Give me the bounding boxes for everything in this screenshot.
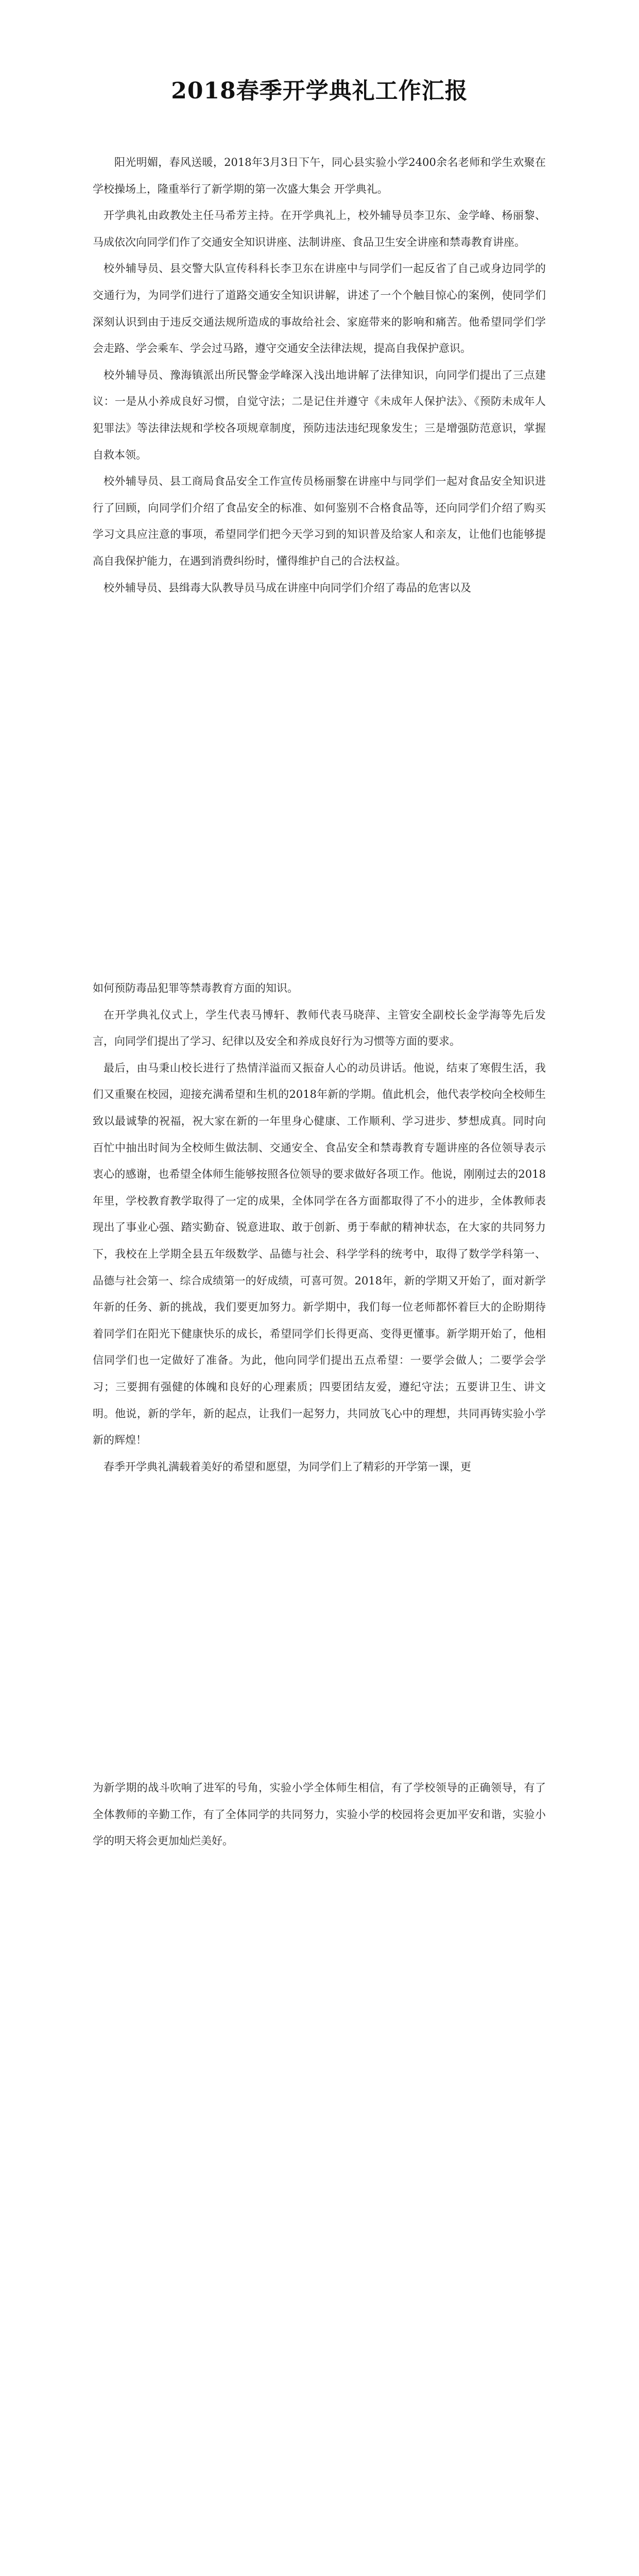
paragraph: 开学典礼由政教处主任马希芳主持。在开学典礼上，校外辅导员李卫东、金学峰、杨丽黎、马成依次向同学们作了交通安全知识讲座、法制讲座、食品卫生安全讲座和禁毒教育讲座。	[93, 209, 546, 248]
paragraph: 校外辅导员、县工商局食品安全工作宣传员杨丽黎在讲座中与同学们一起对食品安全知识进行了回顾，向同学们介绍了食品安全的标准、如何鉴别不合格食品等，还向同学们介绍了购买学习文具应注意的事项，希望同学们把今天学习到的知识普及给家人和亲友，让他们也能够提高自我保护能力，在遇到消费纠纷时，懂得维护自己的合法权益。	[93, 475, 546, 567]
paragraph: 春季开学典礼满载着美好的希望和愿望，为同学们上了精彩的开学第一课，更	[103, 1460, 471, 1473]
paragraph: 校外辅导员、县交警大队宣传科科长李卫东在讲座中与同学们一起反省了自己或身边同学的交通行为，为同学们进行了道路交通安全知识讲解，讲述了一个个触目惊心的案例，使同学们深刻认识到由于违反交通法规所造成的事故给社会、家庭带来的影响和痛苦。他希望同学们学会走路、学会乘车、学会过马路，遵守交通安全法律法规，提高自我保护意识。	[93, 262, 546, 355]
document-title: 2018春季开学典礼工作汇报	[171, 78, 468, 104]
paragraph: 校外辅导员、豫海镇派出所民警金学峰深入浅出地讲解了法律知识，向同学们提出了三点建议：一是从小养成良好习惯，自觉守法；二是记住并遵守《未成年人保护法》、《预防未成年人犯罪法》等法律法规和学校各项规章制度，预防违法违纪现象发生；三是增强防范意识，掌握自救本领。	[93, 368, 546, 461]
paragraph: 如何预防毒品犯罪等禁毒教育方面的知识。	[93, 982, 298, 994]
text-block-1	[93, 149, 546, 601]
paragraph: 校外辅导员、县缉毒大队教导员马成在讲座中向同学们介绍了毒品的危害以及	[103, 581, 471, 594]
paragraph: 阳光明媚，春风送暖，2018年3月3日下午，同心县实验小学2400余名老师和学生欢聚在学校操场上，隆重举行了新学期的第一次盛大集会 开学典礼。	[93, 156, 546, 195]
paragraph: 最后，由马秉山校长进行了热情洋溢而又振奋人心的动员讲话。他说，结束了寒假生活，我们又重聚在校园，迎接充满希望和生机的2018年新的学期。值此机会，他代表学校向全校师生致以最诚挚的祝福，祝大家在新的一年里身心健康、工作顺利、学习进步、梦想成真。同时向百忙中抽出时间为全校师生做法制、交通安全、食品安全和禁毒教育专题讲座的各位领导表示衷心的感谢，也希望全体师生能够按照各位领导的要求做好各项工作。他说，刚刚过去的2018年里，学校教育教学取得了一定的成果，全体同学在各方面都取得了不小的进步，全体教师表现出了事业心强、踏实勤奋、锐意进取、敢于创新、勇于奉献的精神状态，在大家的共同努力下，我校在上学期全县五年级数学、品德与社会、科学学科的统考中，取得了数学学科第一、品德与社会第一、综合成绩第一的好成绩，可喜可贺。2018年，新的学期又开始了，面对新学年新的任务、新的挑战，我们要更加努力。新学期中，我们每一位老师都怀着巨大的企盼期待着同学们在阳光下健康快乐的成长，希望同学们长得更高、变得更懂事。新学期开始了，他相信同学们也一定做好了准备。为此，他向同学们提出五点希望：一要学会做人；二要学会学习；三要拥有强健的体魄和良好的心理素质；四要团结友爱，遵纪守法；五要讲卫生、讲文明。他说，新的学年，新的起点，让我们一起努力，共同放飞心中的理想，共同再铸实验小学新的辉煌！	[93, 1061, 546, 1447]
text-block-3	[93, 1775, 546, 1855]
paragraph: 在开学典礼仪式上，学生代表马博轩、教师代表马晓萍、主管安全副校长金学海等先后发言，向同学们提出了学习、纪律以及安全和养成良好行为习惯等方面的要求。	[93, 1008, 546, 1048]
paragraph: 为新学期的战斗吹响了进军的号角，实验小学全体师生相信，有了学校领导的正确领导，有了全体教师的辛勤工作，有了全体同学的共同努力，实验小学的校园将会更加平安和谐，实验小学的明天将会更加灿烂美好。	[93, 1782, 546, 1848]
text-block-2	[93, 975, 546, 1480]
